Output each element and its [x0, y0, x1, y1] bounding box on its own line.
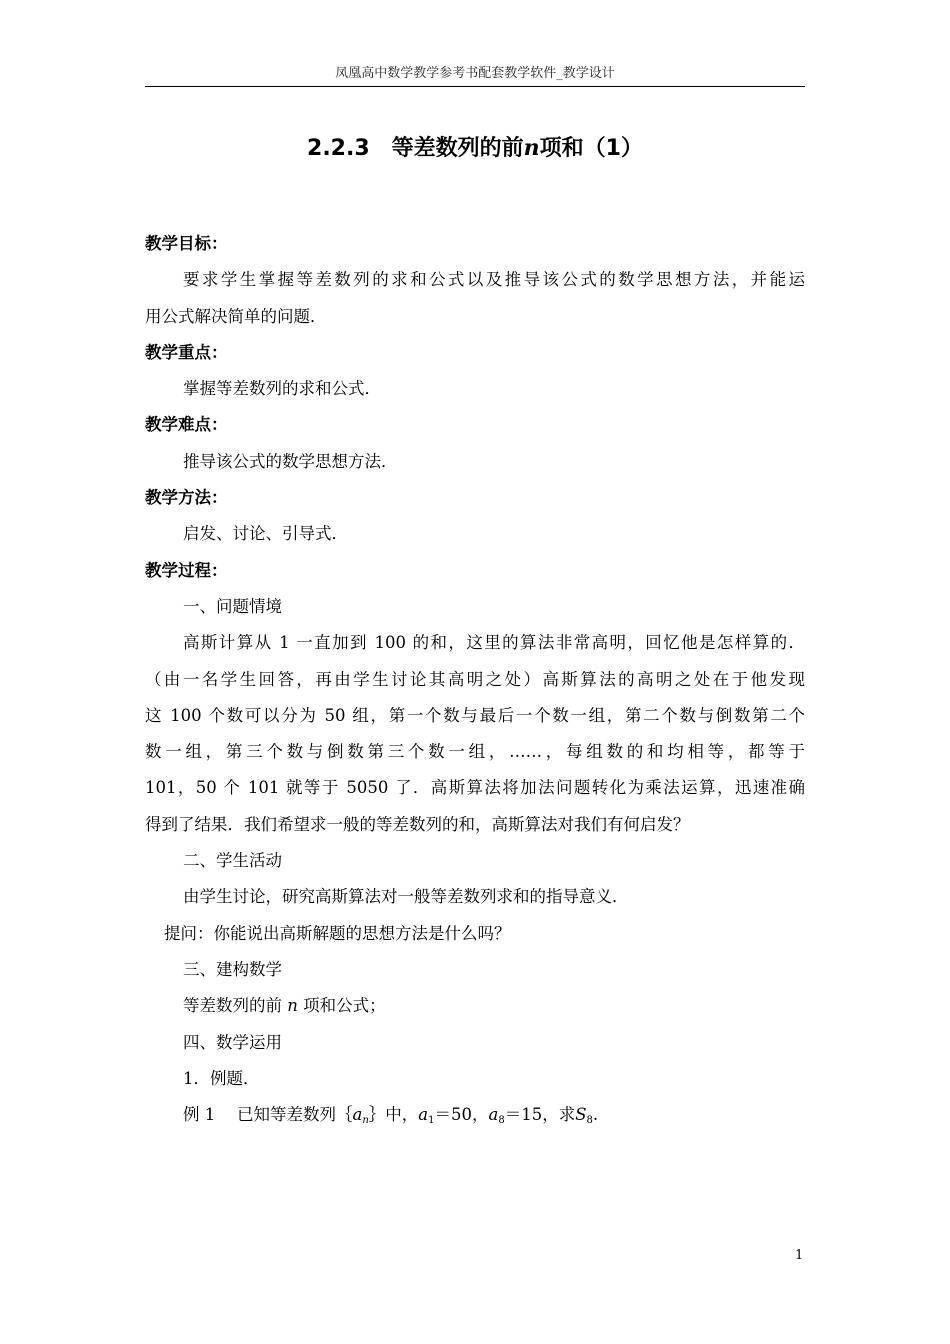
example-seq-var: a — [352, 1105, 363, 1125]
part4-subheading: 1．例题． — [183, 1068, 260, 1088]
methods-text: 启发、讨论、引导式． — [183, 524, 348, 544]
part1-line-4: 数一组，第三个数与倒数第三个数一组，……，每组数的和均相等，都等于 — [145, 742, 805, 762]
example-a1-val: ＝50， — [434, 1105, 489, 1125]
part3-text-prefix: 等差数列的前 — [183, 996, 282, 1016]
part2-line-2: 提问：你能说出高斯解题的思想方法是什么吗？ — [164, 923, 511, 943]
example-end: . — [592, 1105, 599, 1125]
part2-heading: 二、学生活动 — [183, 851, 282, 871]
part3-heading: 三、建构数学 — [183, 959, 282, 979]
example-mid: ｝中， — [368, 1105, 419, 1125]
part3-text-var: n — [287, 996, 298, 1016]
methods-heading: 教学方法： — [145, 488, 228, 508]
key-points-text: 掌握等差数列的求和公式． — [183, 379, 381, 399]
example-a1-sub: 1 — [428, 1115, 435, 1127]
part4-heading: 四、数学运用 — [183, 1032, 282, 1052]
example-label: 例 1 已知等差数列｛ — [183, 1105, 353, 1125]
objectives-line-1: 要求学生掌握等差数列的求和公式以及推导该公式的数学思想方法，并能运 — [183, 270, 805, 290]
title-prefix: 2.2.3 等差数列的前 — [307, 136, 524, 161]
key-points-heading: 教学重点： — [145, 342, 228, 362]
part2-line-1: 由学生讨论，研究高斯算法对一般等差数列求和的指导意义． — [183, 887, 629, 907]
part1-line-6: 得到了结果．我们希望求一般的等差数列的和，高斯算法对我们有何启发？ — [145, 814, 690, 834]
example-s-var: S — [575, 1105, 587, 1125]
part3-text-suffix: 项和公式； — [303, 996, 386, 1016]
example-a8-var: a — [488, 1105, 499, 1125]
example-1 — [145, 1097, 805, 1133]
document-title — [145, 132, 805, 165]
part1-line-3: 这 100 个数可以分为 50 组，第一个数与最后一个数一组，第二个数与倒数第二个 — [145, 705, 805, 725]
example-a8-sub: 8 — [498, 1115, 505, 1127]
header-text: 凤凰高中数学教学参考书配套教学软件_教学设计 — [335, 66, 615, 81]
title-variable: n — [523, 135, 540, 161]
objectives-heading: 教学目标： — [145, 234, 228, 253]
part1-line-1: 高斯计算从 1 一直加到 100 的和，这里的算法非常高明，回忆他是怎样算的． — [183, 633, 805, 653]
part1-line-5: 101，50 个 101 就等于 5050 了．高斯算法将加法问题转化为乘法运算，迅速准确 — [145, 778, 805, 798]
example-s-sub: 8 — [586, 1115, 593, 1127]
document-body — [145, 226, 805, 1133]
page-header — [145, 64, 805, 87]
part1-heading: 一、问题情境 — [183, 596, 282, 616]
part1-line-2: （由一名学生回答，再由学生讨论其高明之处）高斯算法的高明之处在于他发现 — [145, 669, 805, 689]
page-number: 1 — [795, 1248, 804, 1263]
difficulties-text: 推导该公式的数学思想方法． — [183, 451, 398, 471]
part3-text — [145, 988, 805, 1024]
objectives-line-2: 用公式解决简单的问题． — [145, 306, 327, 326]
example-a8-val: ＝15，求 — [504, 1105, 576, 1125]
title-suffix: 项和（1） — [539, 136, 643, 161]
difficulties-heading: 教学难点： — [145, 415, 228, 435]
example-a1-var: a — [418, 1105, 429, 1125]
process-heading: 教学过程： — [145, 560, 228, 580]
example-seq-sub: n — [362, 1115, 369, 1127]
